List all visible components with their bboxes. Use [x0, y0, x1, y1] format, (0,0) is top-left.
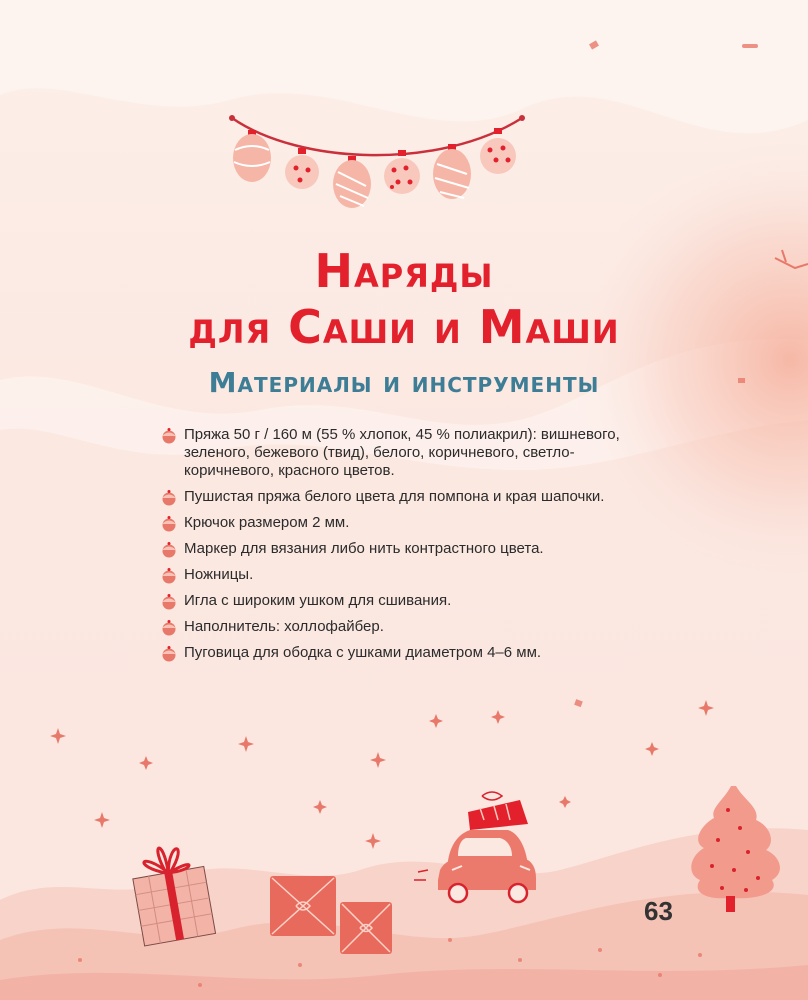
section-subtitle: Материалы и инструменты: [208, 366, 600, 399]
bullet-ornament-icon: [160, 645, 178, 662]
list-item: [160, 566, 620, 584]
gift-box-icon: [128, 841, 215, 946]
material-text: Пушистая пряжа белого цвета для помпона и края шапочки.: [184, 488, 605, 505]
garland-icon: [229, 115, 525, 208]
bullet-ornament-icon: [160, 541, 178, 558]
list-item: [160, 514, 620, 532]
snowflake-icon: [50, 700, 714, 849]
materials-list: [160, 426, 620, 670]
material-text: Ножницы.: [184, 566, 254, 583]
list-item: [160, 592, 620, 610]
list-item: [160, 644, 620, 662]
page-title-line2: для Саши и Маши: [188, 300, 620, 354]
material-text: Наполнитель: холлофайбер.: [184, 618, 384, 635]
bullet-ornament-icon: [160, 489, 178, 506]
list-item: [160, 426, 620, 480]
material-text: Пряжа 50 г / 160 м (55 % хлопок, 45 % полиакрил): вишневого, зеленого, бежевого (твид), белого, коричневого, светло-коричневого, красного цветов.: [184, 426, 620, 479]
bullet-ornament-icon: [160, 515, 178, 532]
page-title-line1: Наряды: [314, 244, 494, 298]
material-text: Маркер для вязания либо нить контрастного цвета.: [184, 540, 544, 557]
page-number: 63: [644, 896, 673, 926]
material-text: Игла с широким ушком для сшивания.: [184, 592, 452, 609]
bullet-ornament-icon: [160, 567, 178, 584]
christmas-tree-icon: [691, 786, 780, 912]
list-item: [160, 540, 620, 558]
material-text: Пуговица для ободка с ушками диаметром 4–6 мм.: [184, 644, 542, 661]
bullet-ornament-icon: [160, 619, 178, 636]
list-item: [160, 618, 620, 636]
bullet-ornament-icon: [160, 427, 178, 444]
bullet-ornament-icon: [160, 593, 178, 610]
list-item: [160, 488, 620, 506]
material-text: Крючок размером 2 мм.: [184, 514, 350, 531]
